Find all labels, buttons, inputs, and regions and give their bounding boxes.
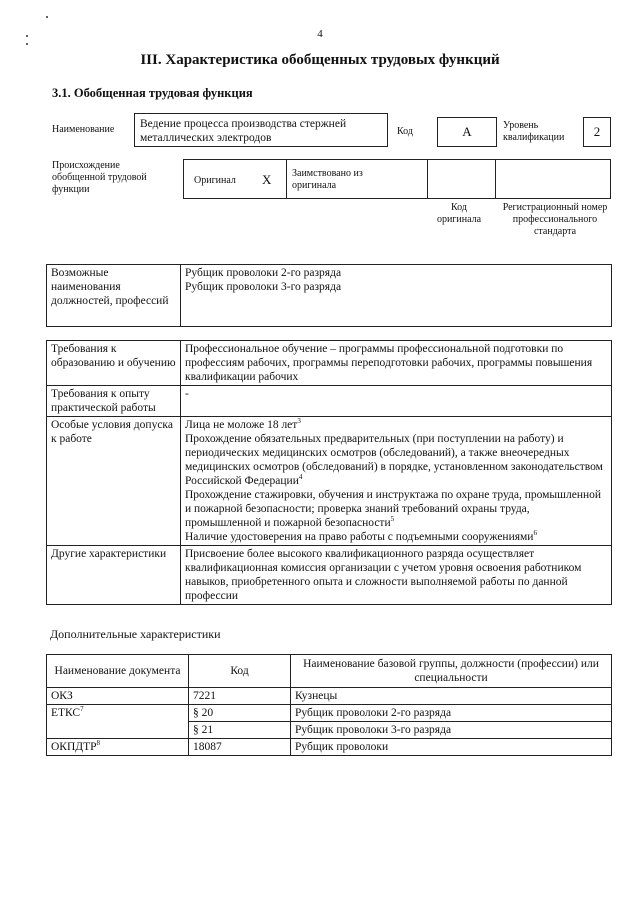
other-label: Другие характеристики: [47, 546, 181, 605]
education-label: Требования к образованию и обучению: [47, 341, 181, 386]
section-title: III. Характеристика обобщенных трудовых функций: [140, 52, 500, 68]
table-row: [47, 688, 612, 705]
footnote-ref: 5: [390, 515, 395, 524]
requirements-table: [46, 340, 612, 605]
name-cell: Рубщик проволоки 3-го разряда: [291, 722, 612, 739]
origin-box: [183, 159, 611, 199]
table-row: [47, 705, 612, 722]
special-condition: Наличие удостоверения на право работы с подъемными сооружениями: [185, 531, 534, 543]
table-row: [47, 722, 612, 739]
code-cell: 18087: [189, 739, 291, 756]
name-cell: Кузнецы: [291, 688, 612, 705]
col-header-name: Наименование базовой группы, должности (профессии) или специальности: [291, 655, 612, 688]
col-header-code: Код: [189, 655, 291, 688]
positions-table: [46, 264, 612, 327]
position-line: Рубщик проволоки 2-го разряда: [185, 267, 342, 279]
level-value: 2: [593, 124, 601, 139]
special-values: [181, 417, 612, 546]
original-mark: X: [262, 172, 272, 187]
experience-value: -: [181, 386, 612, 417]
table-row: [47, 739, 612, 756]
special-condition: Прохождение стажировки, обучения и инструктажа по охране труда, промышленной и пожарной безопасности; проверка знаний требований охраны труда, промышленной и пожарной безопасности: [185, 489, 602, 529]
name-value-box: [134, 113, 388, 147]
reg-number-caption: Регистрационный номер профессионального стандарта: [502, 202, 608, 237]
scan-speck: [26, 43, 28, 45]
subsection-title: 3.1. Обобщенная трудовая функция: [52, 86, 253, 100]
name-cell: Рубщик проволоки: [291, 739, 612, 756]
doc-cell: ОКПДТР$^8$: [47, 739, 189, 756]
original-label: Оригинал: [194, 175, 236, 186]
footnote-ref: 6: [533, 529, 537, 538]
special-condition: Прохождение обязательных предварительных (при поступлении на работу) и периодических медицинских осмотров (обследований), а также внеочередных медицинских осмотров (обследований) в порядке, установленном законодательством Российской Федерации: [185, 433, 603, 487]
code-original-caption: Код оригинала: [436, 202, 482, 225]
additional-title: Дополнительные характеристики: [50, 627, 221, 641]
additional-table: [46, 654, 612, 756]
experience-label: Требования к опыту практической работы: [47, 386, 181, 417]
doc-cell: ЕТКС$^7$: [47, 705, 189, 722]
special-condition: Лица не моложе 18 лет: [185, 419, 298, 431]
code-cell: § 21: [189, 722, 291, 739]
doc-cell: [47, 722, 189, 739]
special-label: Особые условия допуска к работе: [47, 417, 181, 546]
code-label: Код: [397, 126, 413, 137]
borrowed-label: Заимствовано из оригинала: [292, 168, 363, 191]
name-label: Наименование: [52, 124, 115, 135]
name-value: Ведение процесса производства стержней металлических электродов: [140, 118, 347, 144]
other-value: Присвоение более высокого квалификационного разряда осуществляет квалификационная комиссия организации с учетом уровня освоения работником навыков, приобретенного опыта и сложности выполняемой работы по данной профессии: [181, 546, 612, 605]
footnote-ref: 4: [298, 473, 303, 482]
scan-speck: [46, 16, 48, 18]
education-value: Профессиональное обучение – программы профессиональной подготовки по профессиям рабочих, программы переподготовки рабочих, программы повышения квалификации рабочих: [181, 341, 612, 386]
code-cell: 7221: [189, 688, 291, 705]
footnote-ref: 7: [80, 705, 84, 714]
code-value: A: [462, 124, 472, 139]
code-value-box: [437, 117, 497, 147]
col-header-doc: Наименование документа: [47, 655, 189, 688]
code-cell: § 20: [189, 705, 291, 722]
position-line: Рубщик проволоки 3-го разряда: [185, 281, 342, 293]
doc-cell: ОКЗ: [47, 688, 189, 705]
footnote-ref: 8: [96, 739, 101, 748]
origin-label: Происхождение обобщенной трудовой функции: [52, 160, 147, 195]
positions-values: [181, 265, 612, 327]
positions-label: Возможные наименования должностей, профессий: [47, 265, 181, 327]
footnote-ref: 3: [297, 417, 301, 426]
name-cell: Рубщик проволоки 2-го разряда: [291, 705, 612, 722]
level-value-box: [583, 117, 611, 147]
level-label: Уровень квалификации: [503, 120, 565, 143]
page-number: 4: [317, 28, 323, 40]
